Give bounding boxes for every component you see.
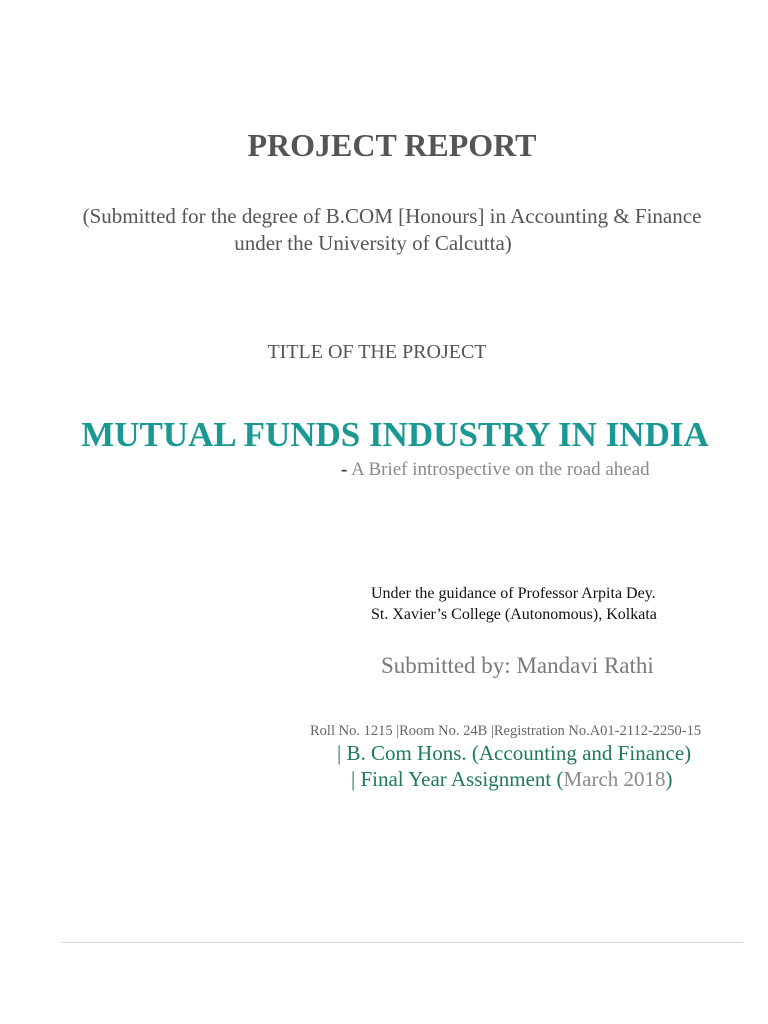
guidance-line: Under the guidance of Professor Arpita Dey. [371,585,656,602]
assignment-line [351,767,673,792]
title-label: TITLE OF THE PROJECT [267,341,487,363]
footer-divider [61,942,743,943]
roll-registration-line: Roll No. 1215 |Room No. 24B |Registration No.A01-2112-2250-15 [310,723,702,739]
tagline-text: A Brief introspective on the road ahead [351,459,650,480]
project-tagline [341,459,650,481]
submitted-by: Submitted by: Mandavi Rathi [381,653,654,678]
project-title: MUTUAL FUNDS INDUSTRY IN INDIA [81,415,709,454]
college-line: St. Xavier’s College (Autonomous), Kolkata [371,606,657,623]
course-line: | B. Com Hons. (Accounting and Finance) [337,741,692,765]
submission-line-2: under the University of Calcutta) [234,231,512,255]
assignment-date: March 2018 [563,767,666,791]
submission-line-1: (Submitted for the degree of B.COM [Honours] in Accounting & Finance [82,204,702,228]
tagline-dash: - [341,459,348,480]
assignment-prefix: | Final Year Assignment ( [351,767,564,791]
report-heading: PROJECT REPORT [247,127,537,163]
assignment-suffix: ) [665,767,673,791]
